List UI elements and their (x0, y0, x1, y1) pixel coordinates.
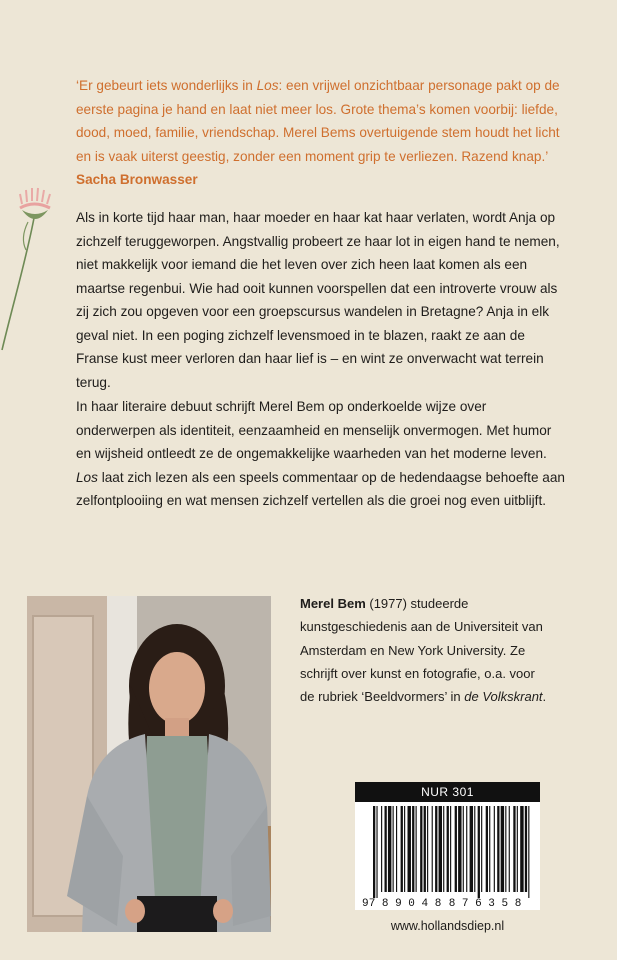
barcode-bar (450, 806, 451, 892)
barcode-bar (474, 806, 475, 892)
bio-text: (1977) studeerde kunstgeschiedenis aan de Universiteit van Amsterdam en New York University. Ze schrijft over kunst en fotografie, o.a. voor de rubriek ‘Beeldvormers’ in (300, 596, 543, 705)
barcode-bar (404, 806, 405, 892)
barcode-bar (520, 806, 523, 892)
review-quote (76, 74, 576, 192)
flower-illustration (0, 180, 70, 360)
barcode-digits-right: 8 7 6 3 5 8 (448, 898, 522, 910)
barcode-bar (501, 806, 504, 892)
barcode-bar (458, 806, 461, 892)
barcode-bar (376, 806, 377, 898)
author-bio (300, 592, 550, 708)
barcode-bar (420, 806, 422, 892)
barcode-bar (412, 806, 414, 892)
barcode-bar (435, 806, 437, 892)
barcode-bar (509, 806, 510, 892)
quote-book-title: Los (256, 78, 279, 93)
barcode-bar (447, 806, 449, 892)
quote-text-cont: : een vrijwel onzichtbaar personage pakt op de eerste pagina je hand en laat niet meer los. Grote thema’s komen voorbij: liefde, dood, moed, familie, vriendschap. Merel Bems overtuigende stem houdt het licht en is vaak uiterst geestig, zonder een moment grip te verliezen. Razend knap.’ (76, 78, 560, 164)
barcode-bar (408, 806, 411, 892)
barcode-bar (497, 806, 499, 892)
barcode-bar (517, 806, 518, 892)
author-name: Merel Bem (300, 596, 366, 611)
blurb2-text-cont: laat zich lezen als een speels commentaar op de hedendaagse behoefte aan zelfontplooiing en wat mensen zichzelf vertellen als die groei nog even uitblijft. (76, 469, 565, 508)
bio-text-end: . (542, 689, 547, 705)
barcode-bar (494, 806, 495, 892)
barcode-bar (427, 806, 428, 892)
barcode-digit-first: 9 (362, 898, 369, 910)
author-photo (27, 596, 271, 932)
barcode-bar (381, 806, 382, 892)
barcode-bar (443, 806, 444, 892)
barcode-bar (455, 806, 457, 892)
barcode-bar (528, 806, 529, 898)
barcode-bar (432, 806, 433, 892)
author-photo-illustration (27, 596, 271, 932)
barcode-bar (401, 806, 403, 892)
barcode-bar (505, 806, 506, 892)
barcode-bar (481, 806, 482, 892)
barcode-bar (486, 806, 488, 892)
barcode-bar (439, 806, 442, 892)
barcode-bar (373, 806, 375, 898)
quote-author: Sacha Bronwasser (76, 172, 198, 187)
barcode-bar (396, 806, 397, 892)
barcode-bar (463, 806, 464, 892)
barcode-bar (393, 806, 394, 892)
barcode-bar (513, 806, 515, 892)
barcode-bar (424, 806, 426, 892)
nur-code: NUR 301 (355, 782, 540, 802)
barcode-bar (385, 806, 387, 892)
bio-newspaper: de Volkskrant (464, 689, 543, 705)
barcode-bar (416, 806, 417, 892)
barcode-digits-left: 7 8 9 0 4 8 (368, 898, 442, 910)
isbn-barcode (355, 802, 540, 910)
barcode-bar (489, 806, 490, 892)
barcode-bar (478, 806, 480, 898)
barcode-bar (466, 806, 467, 892)
barcode-bars (355, 802, 540, 910)
quote-text: ‘Er gebeurt iets wonderlijks in (76, 78, 257, 93)
publisher-website: www.hollandsdiep.nl (390, 919, 505, 933)
blurb-paragraph-2 (76, 395, 566, 513)
barcode-bar (388, 806, 391, 892)
blurb2-text: In haar literaire debuut schrijft Merel Bem op onderkoelde wijze over onderwerpen als identiteit, eenzaamheid en menselijk onvermogen. Met humor en wijsheid ontleedt ze de ongemakkelijke waarheden van het moderne leven. (76, 399, 552, 461)
blurb-paragraph-1: Als in korte tijd haar man, haar moeder en haar kat haar verlaten, wordt Anja op zichzelf teruggeworpen. Angstvallig probeert ze haar lot in eigen hand te nemen, niet makkelijk voor iemand die het leven over zich heen laat komen als een maartse regenbui. Wie had ooit kunnen voorspellen dat een introverte vrouw als zij zich zou opgeven voor een groepscursus wandelen in Bretagne? Anja in elk geval niet. In een poging zichzelf levensmoed in te blazen, raakt ze aan de Franse kust meer verloren dan haar lief is – en wint ze onverwacht wat terrein terug. (76, 210, 560, 390)
barcode-bar (525, 806, 527, 892)
barcode-bar (470, 806, 473, 892)
blurb2-book-title: Los (76, 469, 98, 485)
